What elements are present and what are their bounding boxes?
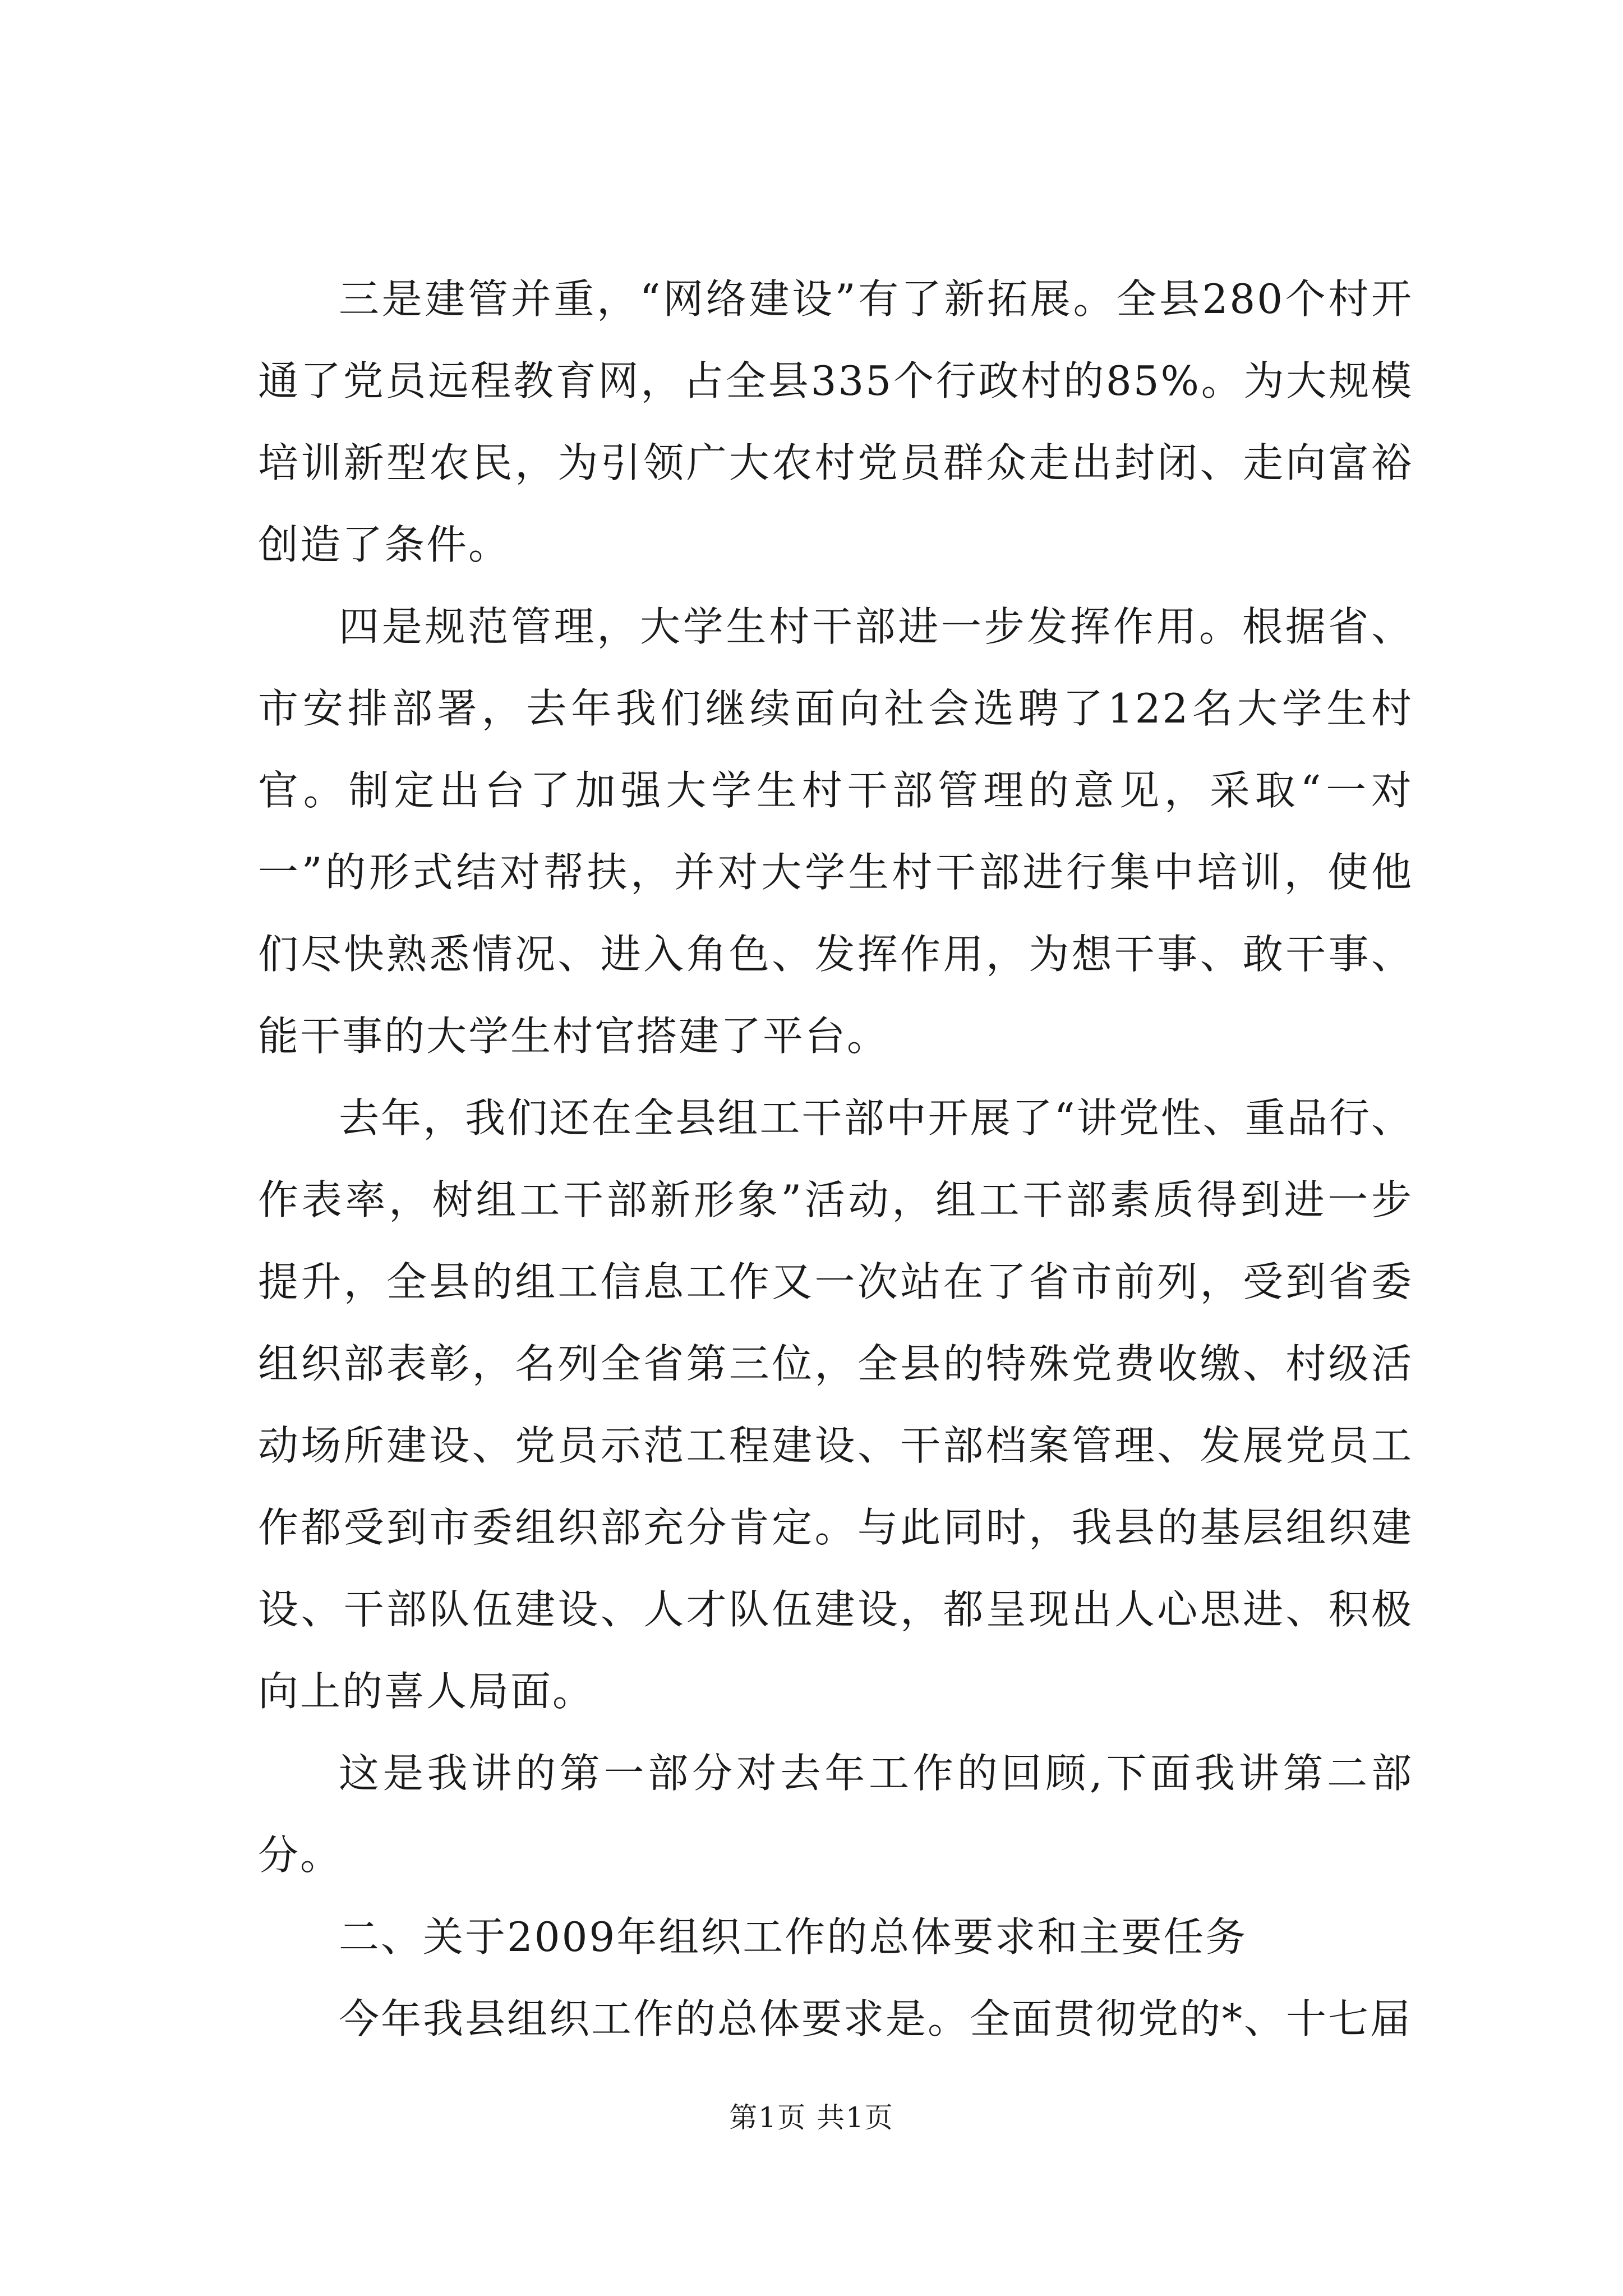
paragraph-college-village-cadres: 四是规范管理，大学生村干部进一步发挥作用。根据省、市安排部署，去年我们继续面向社会选聘了122名大学生村官。制定出台了加强大学生村干部管理的意见，采取“一对一”的形式结对帮扶，并对大学生村干部进行集中培训，使他们尽快熟悉情况、进入角色、发挥作用，为想干事、敢干事、能干事的大学生村官搭建了平台。 — [258, 603, 1413, 1060]
paragraph-organization-cadres: 去年，我们还在全县组工干部中开展了“讲党性、重品行、作表率，树组工干部新形象”活动，组工干部素质得到进一步提升，全县的组工信息工作又一次站在了省市前列，受到省委组织部表彰，名列全省第三位，全县的特殊党费收缴、村级活动场所建设、党员示范工程建设、干部档案管理、发展党员工作都受到市委组织部充分肯定。与此同时，我县的基层组织建设、干部队伍建设、人才队伍建设，都呈现出人心思进、积极向上的喜人局面。 — [258, 1094, 1413, 1715]
paragraph-network-construction: 三是建管并重，“网络建设”有了新拓展。全县280个村开通了党员远程教育网，占全县335个行政村的85%。为大规模培训新型农民，为引领广大农村党员群众走出封闭、走向富裕创造了条件。 — [258, 275, 1413, 568]
paragraph-overall-requirements: 今年我县组织工作的总体要求是。全面贯彻党的*、十七届 — [339, 1995, 1413, 2042]
page-footer: 第1页 共1页 — [729, 2101, 894, 2134]
paragraph-transition: 这是我讲的第一部分对去年工作的回顾,下面我讲第二部分。 — [258, 1750, 1413, 1879]
section-heading-two: 二、关于2009年组织工作的总体要求和主要任务 — [339, 1913, 1248, 1961]
document-body — [258, 258, 1413, 2060]
